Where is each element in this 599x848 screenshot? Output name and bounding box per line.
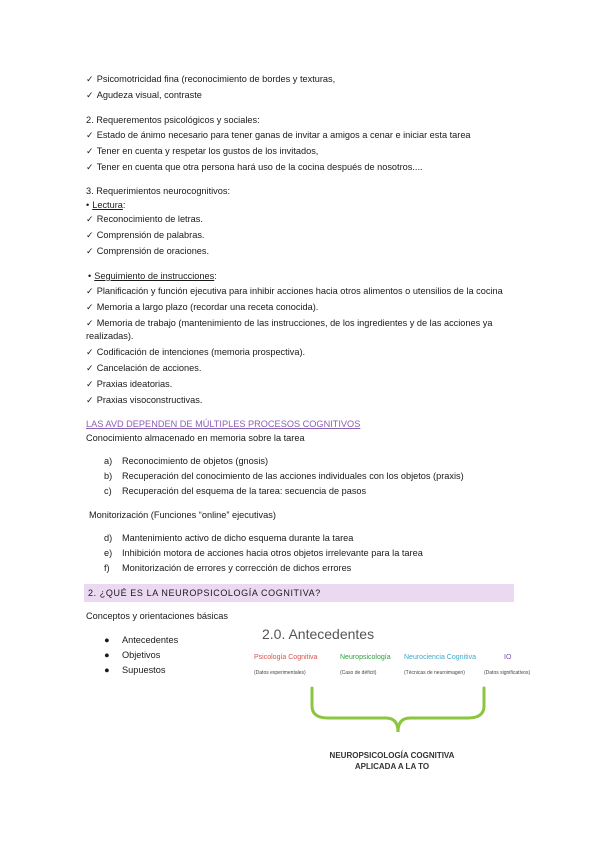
bullet-item: ● Objetivos <box>104 650 161 660</box>
avd-heading: LAS AVD DEPENDEN DE MÚLTIPLES PROCESOS COGNITIVOS <box>86 419 361 429</box>
check-item: ✓ Memoria a largo plazo (recordar una receta conocida). <box>86 301 318 313</box>
list-text: Recuperación del conocimiento de las acciones individuales con los objetos (praxis) <box>122 471 464 481</box>
check-item: ✓ Memoria de trabajo (mantenimiento de las instrucciones, de los ingredientes y de las acciones ya <box>86 317 492 329</box>
slide-col-sub: (Datos experimentales) <box>254 670 306 676</box>
slide-footer-line: NEUROPSICOLOGÍA COGNITIVA <box>329 751 455 760</box>
slide-col-sub: (Datos significativos) <box>484 670 531 676</box>
conceptos-line: Conceptos y orientaciones básicas <box>86 611 228 621</box>
check-item: ✓ Psicomotricidad fina (reconocimiento de bordes y texturas, <box>86 73 335 85</box>
list-item <box>104 532 353 544</box>
slide-col-sub: (Técnicas de neuroimagen) <box>404 670 465 676</box>
list-letter: c) <box>104 486 112 496</box>
slide-title: 2.0. Antecedentes <box>262 626 375 642</box>
bullet-text: Objetivos <box>122 650 161 660</box>
conocimiento-line: Conocimiento almacenado en memoria sobre la tarea <box>86 433 305 443</box>
list-text: Reconocimiento de objetos (gnosis) <box>122 456 269 466</box>
list-text: Mantenimiento activo de dicho esquema durante la tarea <box>122 533 354 543</box>
slide-col-psicologia: Psicología Cognitiva <box>254 654 318 661</box>
green-brace-icon <box>308 686 488 736</box>
list-item <box>104 470 464 482</box>
section-title: 2. Requerementos psicológicos y sociales: <box>86 115 260 125</box>
list-letter: d) <box>104 533 113 543</box>
section-header-bar: 2. ¿QUÉ ES LA NEUROPSICOLOGÍA COGNITIVA? <box>84 584 514 602</box>
list-item <box>104 547 423 559</box>
check-item: ✓ Planificación y función ejecutiva para inhibir acciones hacia otros alimentos o utensilios de la cocina <box>86 285 503 297</box>
list-text: Monitorización de errores y corrección de dichos errores <box>122 563 352 573</box>
check-item: ✓ Agudeza visual, contraste <box>86 89 202 101</box>
list-letter: b) <box>104 471 113 481</box>
list-item <box>104 485 366 497</box>
check-item: ✓ Praxias ideatorias. <box>86 378 172 390</box>
check-item: ✓ Estado de ánimo necesario para tener ganas de invitar a amigos a cenar e iniciar esta tarea <box>86 129 471 141</box>
list-text: Inhibición motora de acciones hacia otros objetos irrelevante para la tarea <box>122 548 423 558</box>
antecedentes-slide-image <box>252 624 552 782</box>
slide-footer <box>292 750 492 772</box>
lectura-label: Lectura <box>92 200 123 210</box>
bullet-item: ● Supuestos <box>104 665 166 675</box>
slide-col-neuropsicologia: Neuropsicología <box>340 654 391 661</box>
subsection-label: • Lectura: <box>86 199 125 211</box>
list-item <box>104 455 268 467</box>
slide-col-neurociencia: Neurociencia Cognitiva <box>404 654 476 661</box>
subsection-label: • Seguimiento de instrucciones: <box>88 270 217 282</box>
check-item: ✓ Codificación de intenciones (memoria prospectiva). <box>86 346 305 358</box>
list-letter: f) <box>104 563 110 573</box>
bullet-text: Supuestos <box>122 665 166 675</box>
check-item: ✓ Comprensión de palabras. <box>86 229 204 241</box>
list-letter: e) <box>104 548 113 558</box>
list-text: Recuperación del esquema de la tarea: secuencia de pasos <box>122 486 367 496</box>
bullet-text: Antecedentes <box>122 635 179 645</box>
check-item: ✓ Comprensión de oraciones. <box>86 245 209 257</box>
slide-col-sub: (Caso de déficit) <box>340 670 377 676</box>
section-title: 3. Requerimientos neurocognitivos: <box>86 186 231 196</box>
check-item: ✓ Praxias visoconstructivas. <box>86 394 202 406</box>
slide-col-io: IO <box>504 654 512 661</box>
check-item: ✓ Tener en cuenta que otra persona hará uso de la cocina después de nosotros.... <box>86 161 423 173</box>
check-item: ✓ Tener en cuenta y respetar los gustos de los invitados, <box>86 145 318 157</box>
list-item <box>104 562 351 574</box>
seguimiento-label: Seguimiento de instrucciones <box>94 271 215 281</box>
slide-footer-line: APLICADA A LA TO <box>354 762 430 771</box>
monitorizacion-line: Monitorización (Funciones “online” ejecutivas) <box>89 510 276 520</box>
bullet-item: ● Antecedentes <box>104 635 179 645</box>
check-item: ✓ Cancelación de acciones. <box>86 362 201 374</box>
continuation-line: realizadas). <box>86 331 134 341</box>
list-letter: a) <box>104 456 113 466</box>
check-item: ✓ Reconocimiento de letras. <box>86 213 203 225</box>
